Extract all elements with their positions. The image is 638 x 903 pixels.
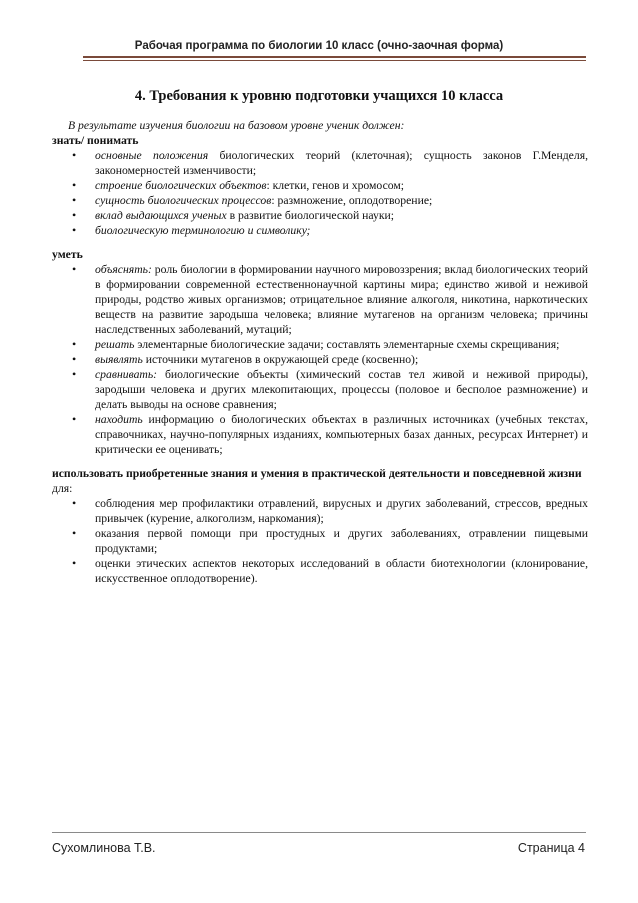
footer-rule: [52, 832, 586, 833]
item-text: источники мутагенов в окружающей среде (косвенно);: [142, 353, 419, 366]
list-item: [52, 412, 588, 457]
list-item: [52, 367, 588, 412]
section-title: 4. Требования к уровню подготовки учащихся 10 класса: [134, 88, 504, 104]
item-text: : размножение, оплодотворение;: [271, 194, 433, 207]
list-item: • оказания первой помощи при простудных и других заболеваниях, отравлении пищевыми продуктами;: [52, 526, 588, 556]
list-item: • оценки этических аспектов некоторых исследований в области биотехнологии (клонирование, искусственное оплодотворение).: [52, 556, 588, 586]
list-item: [52, 262, 588, 337]
list-item: [52, 193, 588, 208]
list-item: [52, 148, 588, 178]
list-item: [52, 352, 588, 367]
item-emphasis: вклад выдающихся ученых: [95, 209, 227, 222]
footer-page-number: Страница 4: [517, 841, 585, 855]
item-text: элементарные биологические задачи; составлять элементарные схемы скрещивания;: [134, 338, 560, 351]
know-list: [52, 148, 588, 238]
list-item: • соблюдения мер профилактики отравлений, вирусных и других заболеваний, стрессов, вредных привычек (курение, алкоголизм, наркомания);: [52, 496, 588, 526]
footer-author: Сухомлинова Т.В.: [52, 841, 156, 855]
practice-heading-tail: для:: [52, 482, 73, 495]
list-item: [52, 337, 588, 352]
item-text: роль биологии в формировании научного мировоззрения; вклад биологических теорий в формировании современной естественнонаучной картины мира; единство живой и неживой природы, родство живых организмов; отрицательное влияние алкоголя, никотина, наркотических веществ на развитие зародыша человека; влияние мутагенов на организм человека; причины наследственных заболеваний, мутаций;: [95, 263, 588, 336]
intro-text: В результате изучения биологии на базовом уровне ученик должен:: [68, 119, 405, 132]
header-rule-thin: [83, 60, 586, 61]
running-header: Рабочая программа по биологии 10 класс (очно-заочная форма): [134, 40, 504, 52]
practice-heading: [52, 466, 588, 496]
item-text: : клетки, генов и хромосом;: [266, 179, 405, 192]
item-text: в развитие биологической науки;: [226, 209, 395, 222]
skills-heading: уметь: [52, 248, 83, 261]
item-emphasis: строение биологических объектов: [95, 179, 267, 192]
know-heading: знать/ понимать: [52, 134, 139, 147]
item-text: биологические объекты (химический состав тел живой и неживой природы), зародыши человека и других млекопитающих, процессы (половое и бесполое размножение) и делать выводы на основе сравнения;: [95, 368, 588, 411]
item-emphasis: сущность биологических процессов: [95, 194, 272, 207]
spacer: [52, 238, 588, 247]
item-text: информацию о биологических объектах в различных источниках (учебных текстах, справочниках, научно-популярных изданиях, компьютерных базах данных, ресурсах Интернет) и критически ее оценивать;: [95, 413, 588, 456]
spacer: [52, 457, 588, 466]
item-emphasis: объяснять:: [95, 263, 152, 276]
list-item: [52, 178, 588, 193]
list-item: [52, 208, 588, 223]
item-emphasis: основные положения: [95, 149, 209, 162]
item-emphasis: сравнивать:: [95, 368, 158, 381]
item-emphasis: находить: [95, 413, 143, 426]
item-text: биологических теорий (клеточная); сущность законов Г.Менделя, закономерностей изменчивости;: [95, 149, 588, 177]
item-emphasis: биологическую терминологию и символику;: [95, 224, 311, 237]
page-content: [52, 118, 588, 586]
practice-list: [52, 496, 588, 586]
practice-heading-text: использовать приобретенные знания и умения в практической деятельности и повседневной жизни: [52, 467, 582, 480]
item-emphasis: решать: [95, 338, 135, 351]
header-rule-thick: [83, 56, 586, 58]
list-item: [52, 223, 588, 238]
item-emphasis: выявлять: [95, 353, 143, 366]
skills-list: [52, 262, 588, 457]
